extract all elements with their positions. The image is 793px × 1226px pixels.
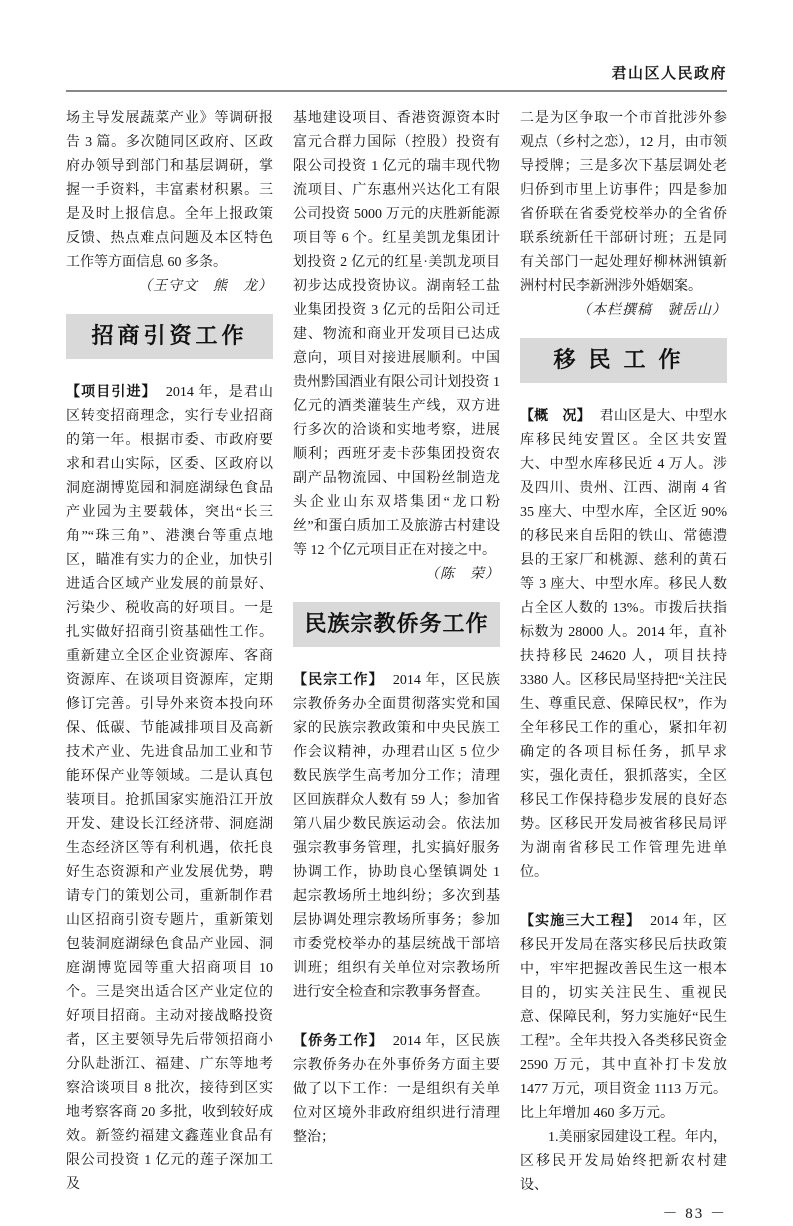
entry-text: 2014 年，区民族宗教侨务办全面贯彻落实党和国家的民族宗教政策和中央民族工作会议精神，办理君山区 5 位少数民族学生高考加分工作；清理区回族群众人数有 59 人；参加省第八届少数民族运动会。依法加强宗教事务管理，扎实搞好服务协调工作，协助良心堡镇调处 1 起宗教场所土地纠纷；多次到基层协调处理宗教场所事务；参加市委党校举办的基层统战干部培训班；组织有关单位对宗教场所进行安全检查和宗教事务督查。 <box>293 673 501 1000</box>
section-title: 移民工作 <box>553 347 694 372</box>
section-title: 民族宗教侨务工作 <box>304 611 489 636</box>
entry-three-major-projects <box>520 908 727 1126</box>
byline-column-writer: （本栏撰稿 虢岳山） <box>577 303 727 318</box>
byline-author: （陈 荣） <box>425 567 500 582</box>
entry-lead: 【民宗工作】 <box>293 671 384 687</box>
page-header <box>66 0 727 92</box>
entry-text: 君山区是大、中型水库移民纯安置区。全区共安置大、中型水库移民近 4 万人。涉及四川、贵州、江西、湖南 4 省 35 座大、中型水库，全区近 90%的移民来自岳阳的铁山、常德澧县的王家厂和桃源、慈利的黄石等 3 座大、中型水库。移民人数占全区人数的 13%。市拨后扶指标数为 28000 人。2014 年，直补扶持移民 24620 人，项目扶持 3380 人。区移民局坚持把“关注民生、尊重民意、保障民权”，作为全年移民工作的重心，紧扣年初确定的各项目标任务，抓早求实，强化责任，狠抓落实，全区移民工作保持稳步发展的良好态势。区移民开发局被省移民局评为湖南省移民工作管理先进单位。 <box>520 409 728 880</box>
paragraph-continuation-overseas-items: 二是为区争取一个市首批涉外参观点（乡村之恋），12 月，由市领导授牌；三是多次下基层调处老归侨到市里上访事件；四是参加省侨联在省委党校举办的全省侨联系统新任干部研讨班；五是同有关部门一起处理好柳林洲镇新洲村村民李新洲涉外婚姻案。 <box>520 111 727 294</box>
paragraph-continuation-projects: 基地建设项目、香港资源资本时富元合群力国际（控股）投资有限公司投资 1 亿元的瑞丰现代物流项目、广东惠州兴达化工有限公司投资 5000 万元的庆胜新能源项目等 6 个。红星美凯龙集团计划投资 2 亿元的红星·美凯龙项目初步达成投资协议。湖南轻工盐业集团投资 3 亿元的岳阳公司迁建、物流和商业开发项目已达成意向，项目对接进展顺利。中国贵州黔国酒业有限公司计划投资 1 亿元的酒类灌装生产线，双方进行多次的洽谈和实地考察，进展顺利；西班牙麦卡莎集团投资农副产品物流园、中国粉丝制造龙头企业山东双塔集团“龙口粉丝”和蛋白质加工及旅游古村建设等 12 个亿元项目正在对接之中。 <box>293 111 500 558</box>
section-header-migrant-work <box>520 338 727 383</box>
page-number: － 83 － <box>662 1206 727 1222</box>
content-columns <box>66 107 727 1226</box>
entry-lead: 【项目引进】 <box>66 383 157 399</box>
section-title: 招商引资工作 <box>91 323 248 348</box>
entry-overview <box>520 403 727 885</box>
entry-lead: 【实施三大工程】 <box>520 912 642 928</box>
section-header-investment-promotion <box>66 314 273 359</box>
entry-text: 2014 年，是君山区转变招商理念，实行专业招商的第一年。根据市委、市政府要求和君山实际，区委、区政府以洞庭湖博览园和洞庭湖绿色食品产业园为主要载体，突出“长三角”“珠三角”、港澳台等重点地区，瞄准有实力的企业，加快引进适合区域产业发展的前景好、污染少、税收高的好项目。一是扎实做好招商引资基础性工作。重新建立全区企业资源库、客商资源库、在谈项目资源库，定期修订完善。引导外来资本投向环保、低碳、节能减排项目及高新技术产业、先进食品加工业和节能环保产业等领域。二是认真包装项目。抢抓国家实施沿江开放开发、建设长江经济带、洞庭湖生态经济区等有利机遇，依托良好生态资源和产业发展优势，聘请专门的策划公司，重新制作君山区招商引资专题片，重新策划包装洞庭湖绿色食品产业园、洞庭湖博览园等重大招商项目 10 个。三是突出适合区产业定位的好项目招商。主动对接战略投资者，区主要领导先后带领招商小分队赴浙江、福建、广东等地考察洽谈项目 8 批次，接待到区实地考察客商 20 多批，收到较好成效。新签约福建文鑫莲业食品有限公司投资 1 亿元的莲子深加工及 <box>66 385 274 1192</box>
column-3 <box>520 107 727 1226</box>
byline-authors: （王守文 熊 龙） <box>138 279 273 294</box>
entry-overseas-chinese-work <box>293 1028 500 1150</box>
sub-item-beautiful-home-project: 1.美丽家园建设工程。年内，区移民开发局始终把新农村建设、 <box>520 1130 727 1193</box>
entry-lead: 【侨务工作】 <box>293 1032 384 1048</box>
entry-ethnic-religious-work <box>293 667 500 1005</box>
entry-text: 2014 年，区移民开发局在落实移民后扶政策中，牢牢把握改善民生这一根本目的，切实关注民生、重视民意、保障民利，努力实施好“民生工程”。全年共投入各类移民资金 2590 万元，其中直补打卡发放 1477 万元，项目资金 1113 万元。比上年增加 460 多万元。 <box>520 914 728 1121</box>
entry-project-introduction <box>66 379 273 1197</box>
entry-text: 2014 年，区民族宗教侨务办在外事侨务方面主要做了以下工作：一是组织有关单位对区境外非政府组织进行清理整治； <box>293 1034 501 1145</box>
entry-lead: 【概 况】 <box>520 407 591 423</box>
column-2 <box>293 107 500 1226</box>
paragraph-continuation-research: 场主导发展蔬菜产业》等调研报告 3 篇。多次随同区政府、区政府办领导到部门和基层调研，掌握一手资料，丰富素材积累。三是及时上报信息。全年上报政策反馈、热点难点问题及本区特色工作等方面信息 60 多条。 <box>66 111 273 270</box>
section-header-ethnic-religious-overseas <box>293 602 500 647</box>
column-1 <box>66 107 273 1226</box>
header-rule <box>66 90 727 92</box>
running-head-title: 君山区人民政府 <box>611 65 727 82</box>
